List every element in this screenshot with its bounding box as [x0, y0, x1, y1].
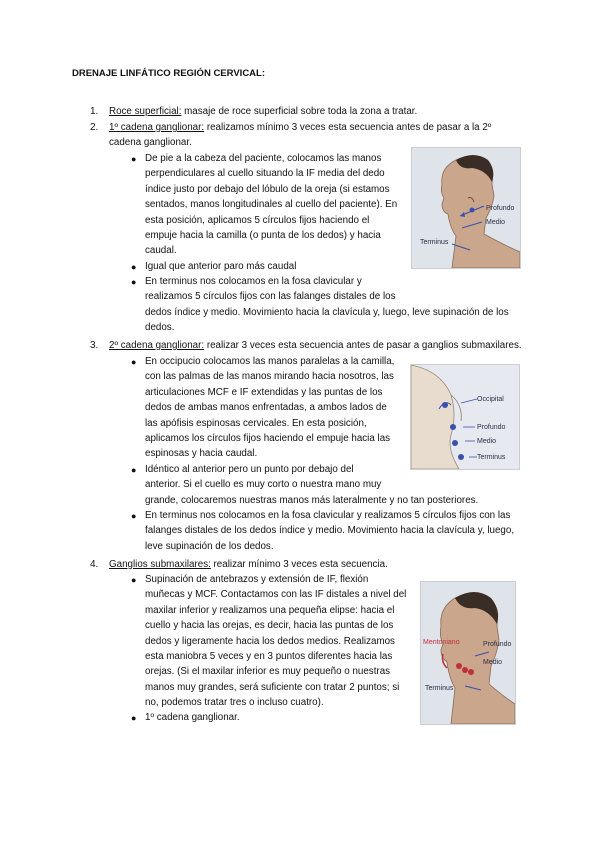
svg-text:Mentoniano: Mentoniano — [423, 639, 460, 646]
figure-label: Profundo — [477, 424, 506, 431]
figure-label: Occipital — [477, 396, 504, 403]
figure-label: Medio — [483, 659, 503, 666]
bullet-7: Supinación de antebrazos y extensión de IF, flexión muñecas y MCF. Contactamos con las IF distales a nivel del maxilar inferior y realizamos una pequeña elipse: hacia el cuello y hacia las orejas, es decir, hacia las puntas de los dedos y ligeramente hacia los dedos medios. Realizamos esta maniobra 5 veces y en 3 puntos diferentes hacia las orejas. (Si el maxilar inferior es muy pequeño o nuestras manos muy grandes, será suficiente con tratar 2 puntos; si no, podemos tratar tres o incluso cuatro). — [145, 574, 407, 709]
item-heading: Ganglios submaxilares: — [109, 559, 211, 570]
bullet-2: Igual que anterior paro más caudal — [145, 261, 297, 272]
bullet-dot: ● — [131, 713, 137, 723]
item-number: 1. — [90, 106, 99, 117]
bullet-dot: ● — [131, 575, 137, 585]
head-profile-illustration — [412, 148, 520, 268]
figure-label: Terminus — [420, 239, 449, 246]
item-number: 2. — [90, 122, 99, 133]
item-text: realizamos mínimo 3 veces esta secuencia antes de pasar a la 2º — [204, 122, 492, 133]
figure-label: Terminus — [477, 454, 506, 461]
item-number: 4. — [90, 559, 99, 570]
item-text: cadena ganglionar. — [109, 137, 192, 148]
figure-label: Profundo — [486, 205, 515, 212]
item-2 — [109, 120, 491, 135]
bullet-dot: ● — [131, 262, 137, 272]
figure-label: Terminus — [425, 685, 454, 692]
item-heading: 1º cadena ganglionar: — [109, 122, 205, 133]
item-4 — [109, 557, 388, 572]
head-profile-red-illustration — [421, 582, 515, 724]
item-text: masaje de roce superficial sobre toda la zona a tratar. — [181, 106, 418, 117]
figure-neck-posterior — [410, 364, 520, 470]
item-text: realizar mínimo 3 veces esta secuencia. — [210, 559, 388, 570]
page-title: DRENAJE LINFÁTICO REGIÓN CERVICAL: — [72, 68, 266, 79]
item-1 — [109, 104, 417, 119]
item-number: 3. — [90, 340, 99, 351]
item-text: realizar 3 veces esta secuencia antes de pasar a ganglios submaxilares. — [204, 340, 522, 351]
item-3 — [109, 338, 522, 353]
item-heading: 2º cadena ganglionar: — [109, 340, 205, 351]
figure-label: Medio — [486, 219, 506, 226]
bullet-8: 1º cadena ganglionar. — [145, 712, 240, 723]
bullet-6: En terminus nos colocamos en la fosa clavicular y realizamos 5 círculos fijos con las falanges distales de los dedos índice y medio. Movimiento hacia la clavícula y, luego, leve supinación de los dedos. — [145, 510, 515, 552]
bullet-5: Idéntico al anterior pero un punto por debajo del anterior. Si el cuello es muy corto o nuestra mano muy grande, colocaremos nuestras manos más lateralmente y no tan posteriores. — [145, 464, 479, 506]
bullet-dot: ● — [131, 154, 137, 164]
head-back-illustration — [411, 365, 519, 469]
bullet-3: En terminus nos colocamos en la fosa clavicular y realizamos 5 círculos fijos con las falanges distales de los dedos índice y medio. Movimiento hacia la clavícula y, luego, leve supinación de los dedos. — [145, 276, 509, 334]
bullet-dot: ● — [131, 465, 137, 475]
bullet-dot: ● — [131, 357, 137, 367]
figure-label: Medio — [477, 438, 497, 445]
bullet-dot: ● — [131, 277, 137, 287]
figure-neck-lateral-2 — [420, 581, 516, 725]
item-heading: Roce superficial: — [109, 106, 182, 117]
bullet-1: De pie a la cabeza del paciente, colocamos las manos perpendiculares al cuello situando la IF media del dedo índice justo por debajo del lóbulo de la oreja (si estamos sentados, manos longitudinales al cuello del paciente). En esta posición, aplicamos 5 círculos fijos haciendo el empuje hacia la camilla (o punta de los dedos) y hacia caudal. — [145, 153, 398, 257]
bullet-dot: ● — [131, 511, 137, 521]
bullet-4: En occipucio colocamos las manos paralelas a la camilla, con las palmas de las manos mirando hacia nosotros, las articulaciones MCF e IF extendidas y las puntas de los dedos de ambas manos enfrentadas, a ambos lados de las apófisis espinosas cervicales. En esta posición, aplicamos los círculos fijos haciendo el empuje hacia las espinosas y hacia caudal. — [145, 356, 395, 460]
figure-neck-lateral-1 — [411, 147, 521, 269]
figure-label: Profundo — [483, 641, 512, 648]
